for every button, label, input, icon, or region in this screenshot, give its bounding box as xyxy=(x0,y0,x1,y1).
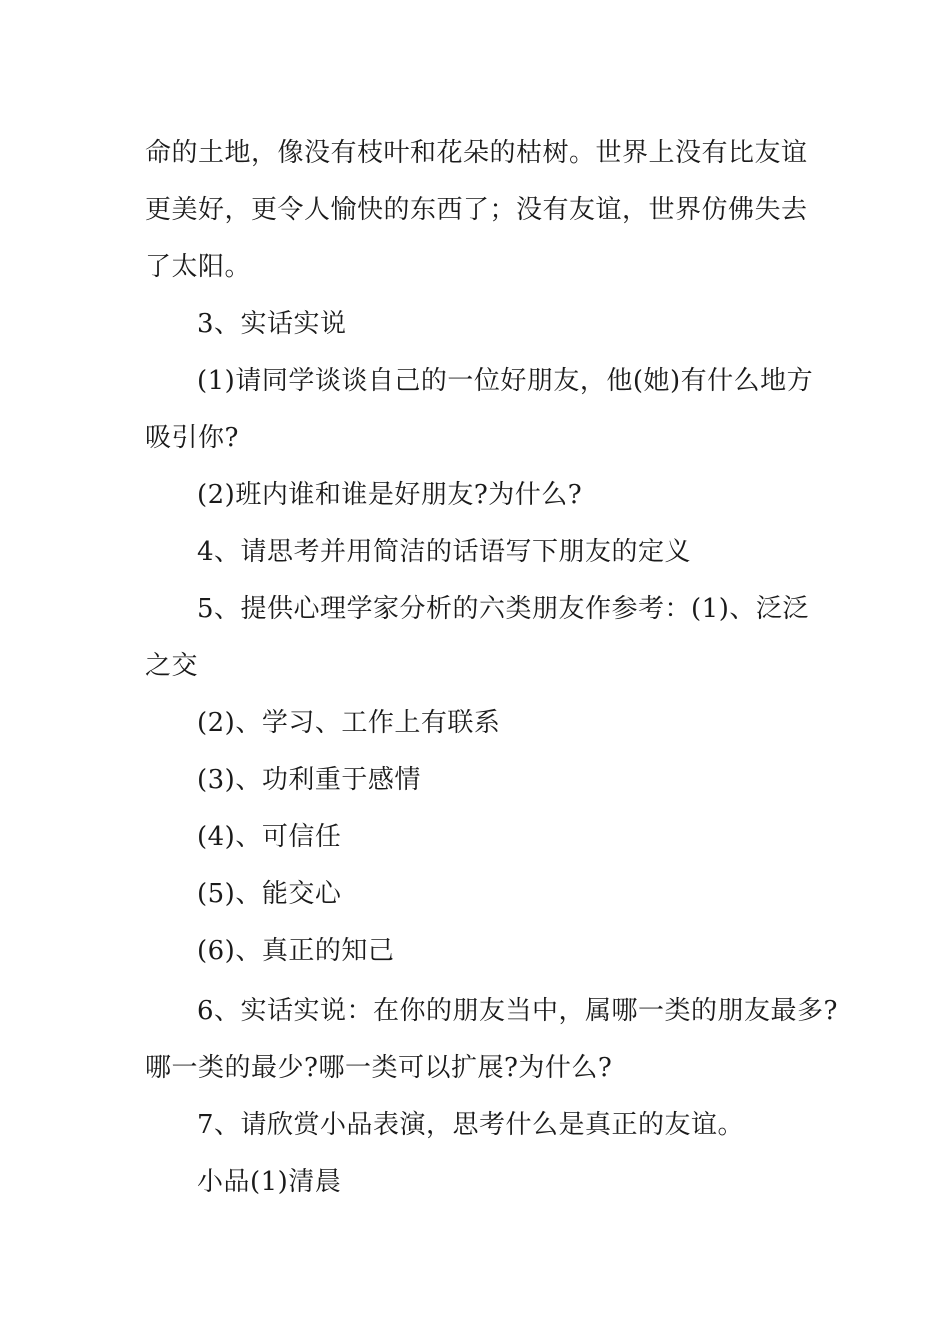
text-line: (1)请同学谈谈自己的一位好朋友，他(她)有什么地方 xyxy=(197,366,814,396)
list-item: (4)、可信任 xyxy=(197,822,342,852)
text-line: 更美好，更令人愉快的东西了；没有友谊，世界仿佛失去 xyxy=(145,195,808,225)
text-line: 哪一类的最少?哪一类可以扩展?为什么? xyxy=(145,1053,613,1083)
text-line: 吸引你? xyxy=(145,423,239,453)
text-line: 命的土地，像没有枝叶和花朵的枯树。世界上没有比友谊 xyxy=(145,138,808,168)
list-item: (5)、能交心 xyxy=(197,879,342,909)
text-line: 了太阳。 xyxy=(145,252,252,282)
text-line: (2)班内谁和谁是好朋友?为什么? xyxy=(197,480,583,510)
list-item: (2)、学习、工作上有联系 xyxy=(197,708,501,738)
section-heading: 4、请思考并用简洁的话语写下朋友的定义 xyxy=(197,537,692,567)
section-heading: 6、实话实说：在你的朋友当中，属哪一类的朋友最多? xyxy=(197,996,838,1026)
section-heading: 7、请欣赏小品表演，思考什么是真正的友谊。 xyxy=(197,1110,745,1140)
text-line: 之交 xyxy=(145,651,199,681)
list-item: (3)、功利重于感情 xyxy=(197,765,421,795)
text-line: 小品(1)清晨 xyxy=(197,1167,342,1197)
section-heading: 3、实话实说 xyxy=(197,309,347,339)
list-item: (6)、真正的知己 xyxy=(197,936,395,966)
section-heading: 5、提供心理学家分析的六类朋友作参考：(1)、泛泛 xyxy=(197,594,809,624)
